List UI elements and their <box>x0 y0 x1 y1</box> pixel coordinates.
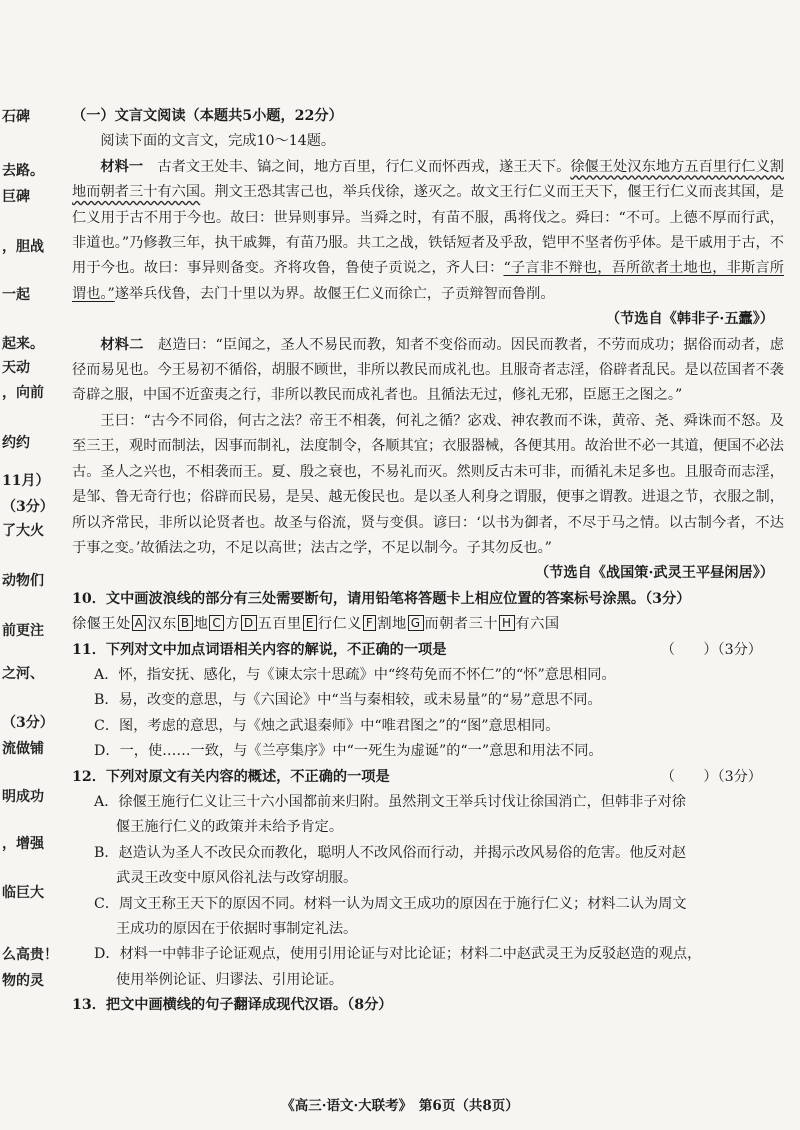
option-12-B-cont: 武灵王改变中原风俗礼法与改穿胡服。 <box>116 870 358 887</box>
answer-blank: （ ）（3分） <box>660 641 762 658</box>
margin-fragment: 11月） <box>2 473 50 489</box>
break-marks-line <box>72 612 784 637</box>
segment: 行仁义 <box>317 616 362 633</box>
option-12-A: A．徐偃王施行仁义让三十六小国都前来归附。虽然荆文王举兵讨伐让徐国消亡，但韩非子对徐 <box>94 793 686 810</box>
segment: 汉东 <box>147 616 177 633</box>
margin-fragment: 去路。 <box>2 163 44 179</box>
question-12-stem: 12．下列对原文有关内容的概述，不正确的一项是 <box>72 768 390 785</box>
option-11-B: B．易，改变的意思，与《六国论》中“当与秦相较，或未易量”的“易”意思不同。 <box>94 692 602 709</box>
material-one-paragraph <box>72 155 784 307</box>
question-13 <box>72 993 784 1018</box>
material-two-source: （节选自《战国策·武灵王平昼闲居》） <box>534 565 774 582</box>
material-two-text-1: 赵造曰：“臣闻之，圣人不易民而教，知者不变俗而动。因民而教者，不劳而成功；据俗而动者，虑径而易见也。今王易初不循俗，胡服不顾世，非所以教民而成礼也。且服奇者志淫，俗辟者乱民。是以莅国者不袭奇辟之服，中国不近蛮夷之行，非所以教民而成礼者也。且循法无过，修礼无邪，臣愿王之图之。” <box>72 336 784 404</box>
question-13-stem: 13．把文中画横线的句子翻译成现代汉语。（8分） <box>72 997 393 1014</box>
break-mark-E[interactable]: E <box>303 615 317 631</box>
margin-fragment: 之河、 <box>2 666 44 682</box>
section-title: （一）文言文阅读（本题共5小题，22分） <box>72 108 343 124</box>
wavy-underlined-passage: 徐偃王处汉东地方五百里行仁义割地而朝者三十有六国 <box>72 158 784 201</box>
option-12-B: B．赵造认为圣人不改民众而教化，聪明人不改风俗而行动，并揭示改风易俗的危害。他反对赵 <box>94 844 687 861</box>
section-instruction: 阅读下面的文言文，完成10～14题。 <box>100 133 336 150</box>
margin-fragment: 前更注 <box>2 623 44 639</box>
material-one-text-b: 。荆文王恐其害己也，举兵伐徐，遂灭之。故文王行仁义而王天下，偃王行仁义而丧其国，是仁义用于古不用于今也。故曰：世异则事异。当舜之时，有苗不服，禹将伐之。舜曰：“不可。上德不厚而行武，非道也。”乃修教三年，执干戚舞，有苗乃服。共工之战，铁铦短者及乎敌，铠甲不坚者伤乎体。是干戚用于古，不用于今也。故曰：事异则备变。齐将攻鲁，鲁使子贡说之，齐人曰： <box>72 184 784 277</box>
option-12-D-cont: 使用举例论证、归谬法、引用论证。 <box>116 971 344 988</box>
margin-fragment: ，向前 <box>2 385 44 401</box>
break-mark-A[interactable]: A <box>132 615 147 631</box>
break-mark-G[interactable]: G <box>408 615 424 631</box>
option-12-C-cont: 王成功的原因在于依据时事制定礼法。 <box>116 921 358 937</box>
margin-fragment: 流做铺 <box>2 741 44 757</box>
segment: 割地 <box>377 616 407 633</box>
segment: 五百里 <box>257 616 302 633</box>
material-two-paragraph-1 <box>72 333 784 409</box>
margin-fragment: 天动 <box>2 360 30 376</box>
margin-fragment: （3分） <box>2 715 54 731</box>
margin-fragment: 起来。 <box>2 336 44 352</box>
question-10 <box>72 587 784 612</box>
break-mark-D[interactable]: D <box>241 615 257 631</box>
option-11-D: D．一，使……一致，与《兰亭集序》中“一死生为虚诞”的“一”意思和用法不同。 <box>94 743 603 760</box>
break-mark-H[interactable]: H <box>499 615 515 631</box>
question-11-stem: 11．下列对文中加点词语相关内容的解说，不正确的一项是 <box>72 641 447 658</box>
margin-fragment: 巨碑 <box>2 189 30 205</box>
segment: 地 <box>193 616 209 633</box>
margin-fragment: 了大火 <box>2 523 44 539</box>
question-11 <box>72 638 784 663</box>
material-two-paragraph-2: 王曰：“古今不同俗，何古之法？帝王不相袭，何礼之循？宓戏、神农教而不诛，黄帝、尧、舜诛而不怒。及至三王，观时而制法，因事而制礼，法度制令，各顺其宜；衣服器械，各便其用。故治世不必一其道，便国不必法古。圣人之兴也，不相袭而王。夏、殷之衰也，不易礼而灭。然则反古未可非，而循礼未足多也。且服奇而志淫，是邹、鲁无奇行也；俗辟而民易，是吴、越无俊民也。是以圣人利身之谓服，便事之谓教。进退之节，衣服之制，所以齐常民，非所以论贤者也。故圣与俗流，贤与变俱。谚曰：‘以书为御者，不尽于马之情。以古制今者，不达于事之变。’故循法之功，不足以高世；法古之学，不足以制今。子其勿反也。” <box>72 412 784 556</box>
margin-fragment: 临巨大 <box>2 885 44 901</box>
margin-fragment: 一起 <box>2 287 30 303</box>
underlined-sentence: “子言非不辩也，吾所欲者土地也，非斯言所谓也。” <box>72 260 784 302</box>
margin-fragment: 石碑 <box>2 109 30 125</box>
segment: 徐偃王处 <box>72 616 131 633</box>
material-one-label: 材料一 <box>100 158 144 175</box>
question-10-stem: 10．文中画波浪线的部分有三处需要断句，请用铅笔将答题卡上相应位置的答案标号涂黑。（3分） <box>72 590 691 607</box>
material-one-text-c: 遂举兵伐鲁，去门十里以为界。故偃王仁义而徐亡，子贡辩智而鲁削。 <box>114 285 555 302</box>
margin-fragment: 物的灵 <box>2 973 44 989</box>
option-12-C: C．周文王称王天下的原因不同。材料一认为周文王成功的原因在于施行仁义；材料二认为周文 <box>94 895 687 912</box>
margin-fragment: 约约 <box>2 435 30 451</box>
margin-fragment: 动物们 <box>2 573 44 589</box>
margin-fragment: 么高贵！ <box>2 947 58 963</box>
segment: 有六国 <box>515 616 560 633</box>
option-11-A: A．怀，指安抚、感化，与《谏太宗十思疏》中“终苟免而不怀仁”的“怀”意思相同。 <box>94 666 616 683</box>
margin-fragment: ，增强 <box>2 836 44 852</box>
material-one-source: （节选自《韩非子·五蠹》） <box>605 311 774 328</box>
option-11-C: C．图，考虑的意思，与《烛之武退秦师》中“唯君图之”的“图”意思相同。 <box>94 717 560 734</box>
option-12-A-cont: 偃王施行仁义的政策并未给予肯定。 <box>116 819 344 836</box>
margin-fragment: （3分） <box>2 499 54 515</box>
left-margin-fragments <box>2 0 64 1130</box>
page-footer: 《高三·语文·大联考》 第6页（共8页） <box>281 1098 519 1114</box>
exam-content <box>72 104 784 1019</box>
break-mark-F[interactable]: F <box>363 615 376 631</box>
break-mark-C[interactable]: C <box>209 615 224 631</box>
margin-fragment: 明成功 <box>2 789 44 805</box>
option-12-D: D．材料一中韩非子论证观点，使用引用论证与对比论证；材料二中赵武灵王为反驳赵造的观点， <box>94 946 702 963</box>
material-two-label: 材料二 <box>100 336 144 353</box>
question-12 <box>72 765 784 790</box>
material-one-text-a: 古者文王处丰、镐之间，地方百里，行仁义而怀西戎，遂王天下。 <box>157 158 571 175</box>
segment: 方 <box>225 616 240 633</box>
answer-blank: （ ）（3分） <box>660 768 762 785</box>
segment: 而朝者三十 <box>424 616 498 633</box>
break-mark-B[interactable]: B <box>178 615 193 631</box>
margin-fragment: ，胆战 <box>2 239 44 255</box>
